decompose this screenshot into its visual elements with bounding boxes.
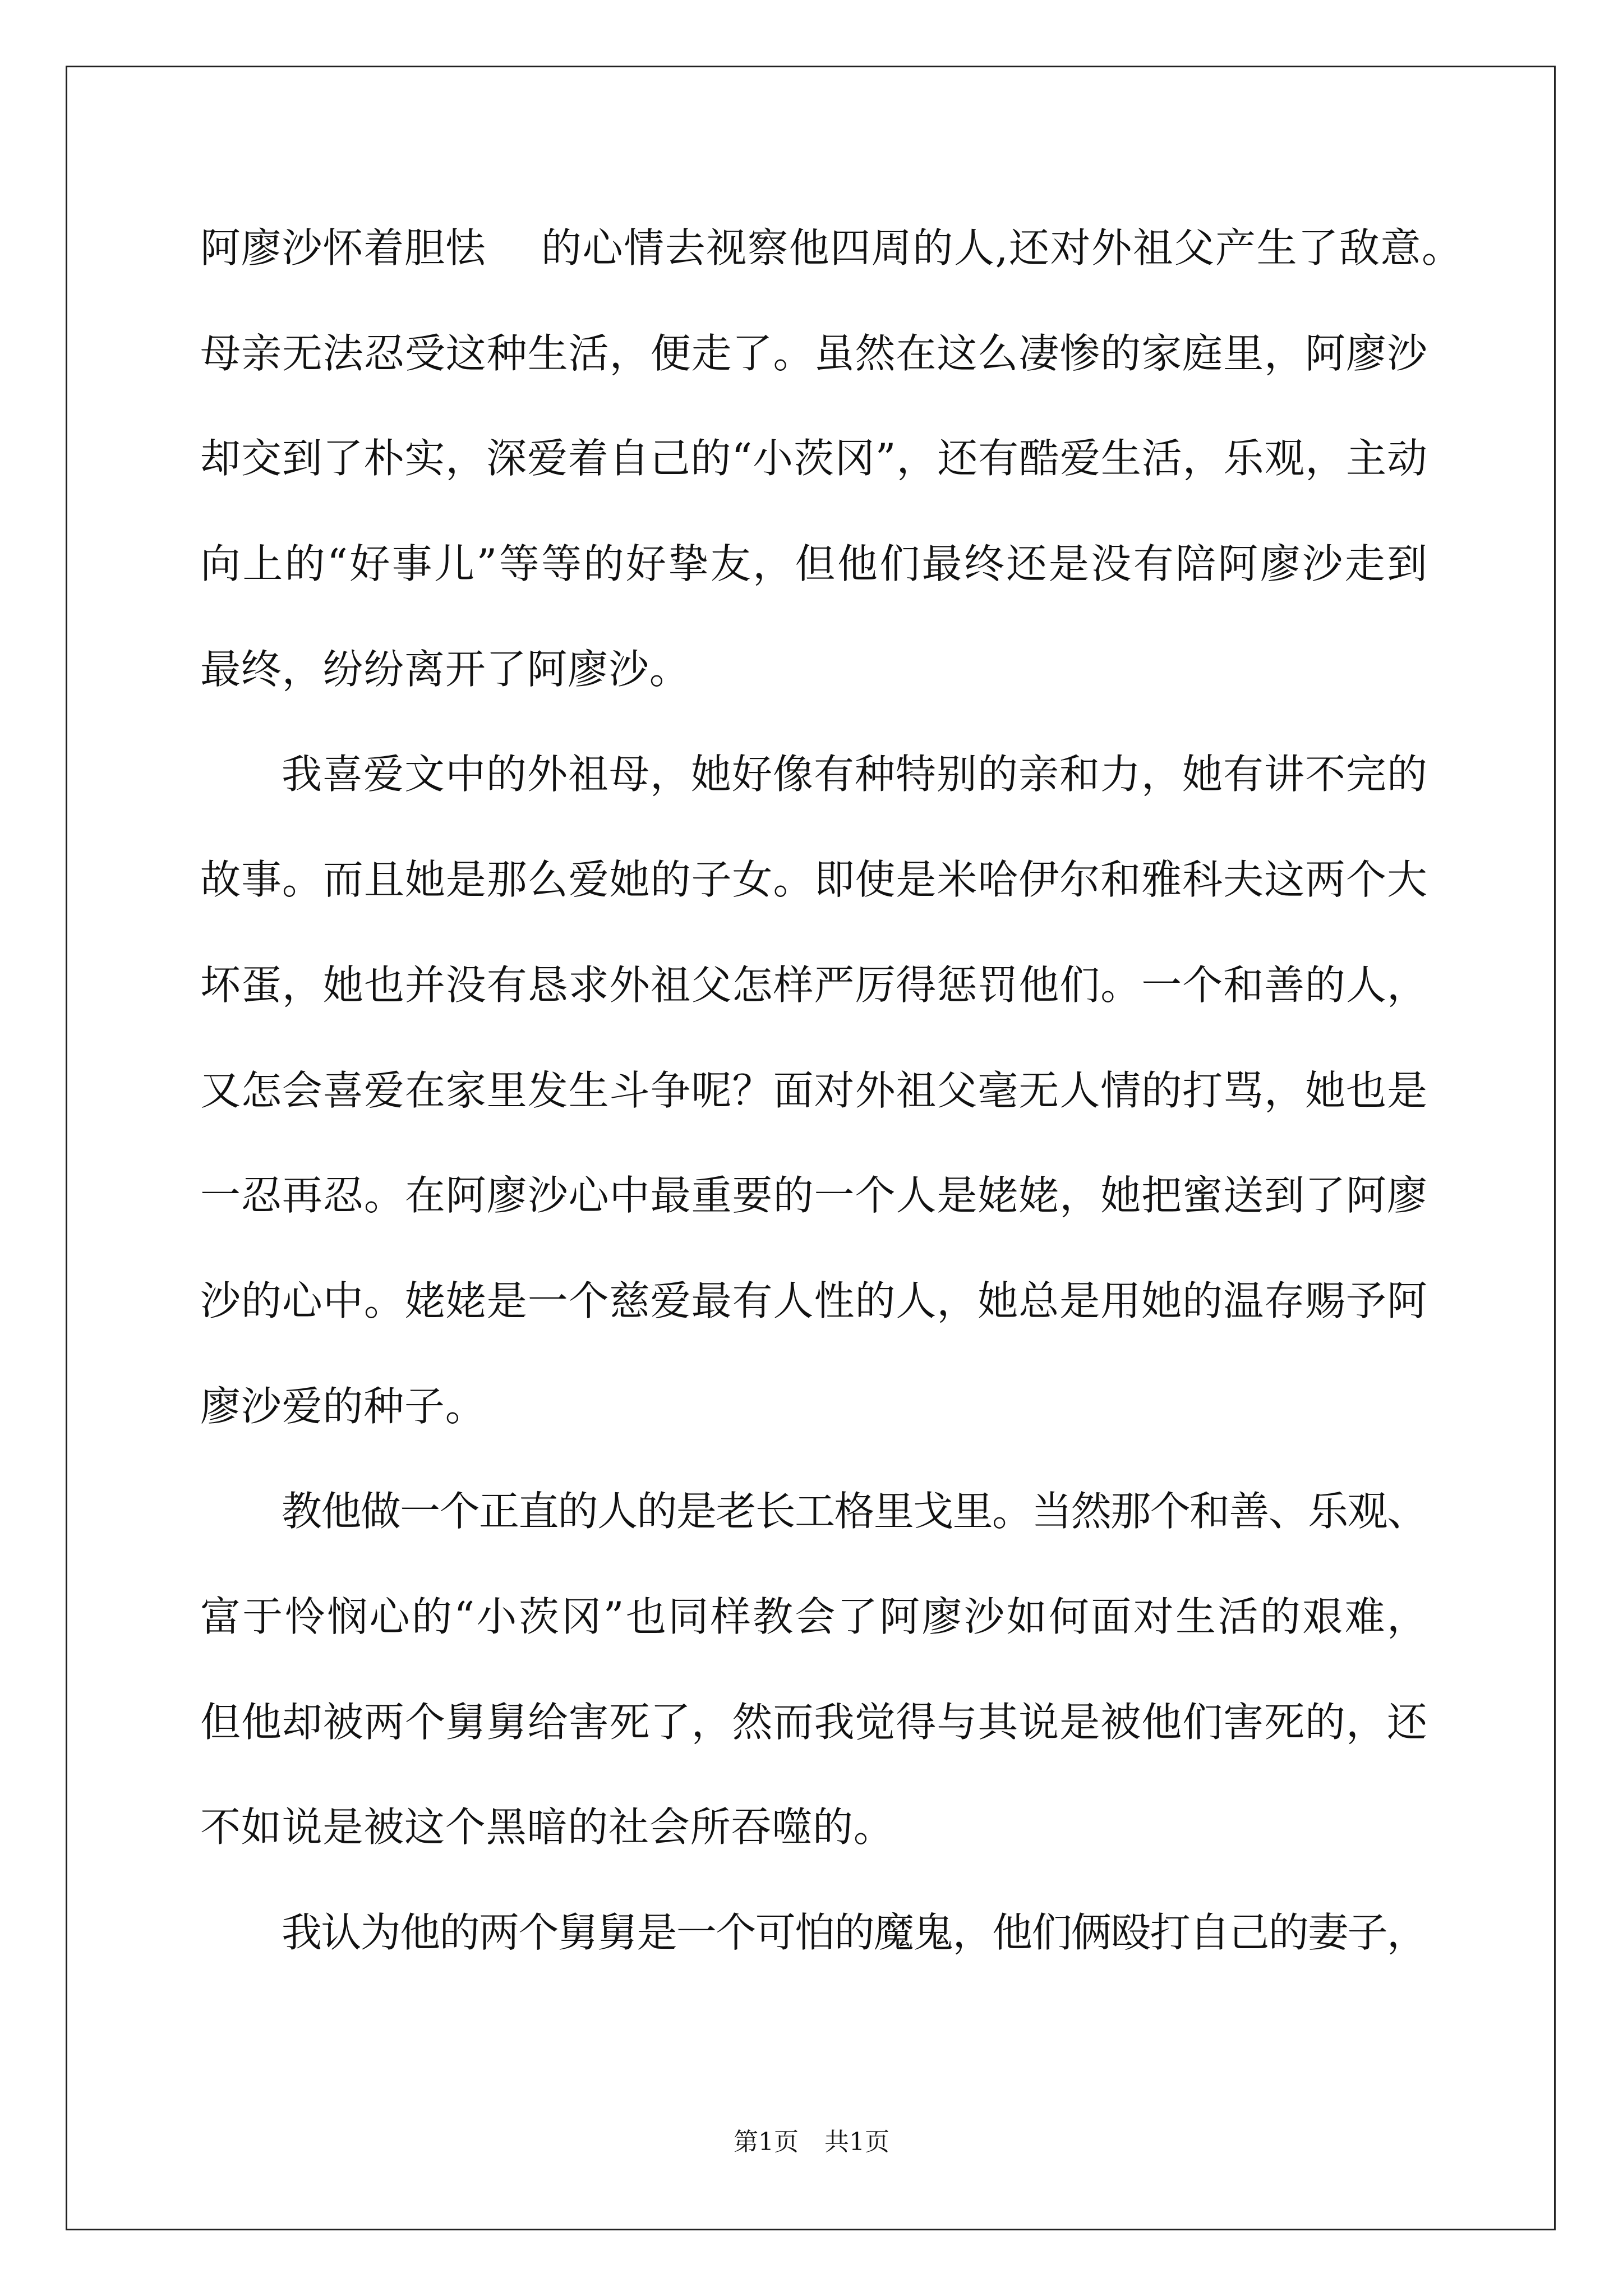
text-line-content: 但他却被两个舅舅给害死了，然而我觉得与其说是被他们害死的，还: [200, 1698, 1428, 1746]
page-footer: [0, 2129, 1623, 2155]
page-number: 第1页: [734, 2128, 799, 2156]
text-line-content: 故事。而且她是那么爱她的子女。即使是米哈伊尔和雅科夫这两个大: [200, 856, 1428, 904]
text-line: [200, 406, 1427, 512]
paragraph: [200, 722, 1427, 1459]
text-line-content: 一忍再忍。在阿廖沙心中最重要的一个人是姥姥，她把蜜送到了阿廖: [200, 1172, 1428, 1220]
text-line-content: 最终，纷纷离开了阿廖沙。: [200, 645, 690, 693]
text-line-content: 却交到了朴实，深爱着自己的“小茨冈”，还有酷爱生活，乐观，主动: [200, 435, 1428, 482]
text-line: [200, 1249, 1427, 1354]
text-line-content: 廖沙爱的种子。: [200, 1382, 486, 1430]
text-line-content: 我认为他的两个舅舅是一个可怕的魔鬼，他们俩殴打自己的妻子，: [282, 1909, 1427, 1956]
text-line-content: 我喜爱文中的外祖母，她好像有种特别的亲和力，她有讲不完的: [282, 751, 1428, 798]
text-line: [200, 512, 1430, 617]
text-line: [200, 1670, 1427, 1775]
text-line: [200, 933, 1427, 1038]
paragraph: [200, 196, 1463, 722]
text-segment: 的心情去视察他四周的人,还对外祖父产生了敌意。: [541, 224, 1463, 272]
text-line-content: 沙的心中。姥姥是一个慈爱最有人性的人，她总是用她的温存赐予阿: [200, 1277, 1428, 1324]
text-line: [200, 1775, 1427, 1880]
text-segment: 阿廖沙怀着胆怯: [200, 224, 486, 272]
text-line: [200, 1038, 1427, 1144]
body-text: [200, 196, 1463, 1986]
text-line-content: 又怎会喜爱在家里发生斗争呢？面对外祖父毫无人情的打骂，她也是: [200, 1066, 1428, 1114]
text-line-content: 向上的“好事儿”等等的好挚友，但他们最终还是没有陪阿廖沙走到: [200, 540, 1430, 588]
text-line: [200, 1354, 1427, 1460]
page-total: 共1页: [824, 2128, 889, 2156]
paragraph: [200, 1459, 1430, 1880]
text-line: [200, 301, 1427, 407]
text-line: [200, 722, 1427, 827]
text-line-content: 母亲无法忍受这种生活，便走了。虽然在这么凄惨的家庭里，阿廖沙: [200, 329, 1428, 377]
text-line: [200, 617, 1427, 723]
text-line: [200, 1880, 1427, 1986]
text-line: [200, 827, 1427, 933]
paragraph: [200, 1880, 1427, 1986]
text-line-content: 不如说是被这个黑暗的社会所吞噬的。: [200, 1803, 895, 1851]
text-line: [200, 1459, 1427, 1565]
text-line: [200, 196, 1463, 301]
text-line: [200, 1143, 1427, 1249]
text-line-content: 教他做一个正直的人的是老长工格里戈里。当然那个和善、乐观、: [282, 1488, 1427, 1535]
text-line-content: 坏蛋，她也并没有恳求外祖父怎样严厉得惩罚他们。一个和善的人，: [200, 961, 1428, 1009]
text-line: [200, 1565, 1430, 1670]
text-segment-wrapper: [541, 196, 1462, 301]
text-line-content: 富于怜悯心的“小茨冈”也同样教会了阿廖沙如何面对生活的艰难，: [200, 1593, 1430, 1640]
